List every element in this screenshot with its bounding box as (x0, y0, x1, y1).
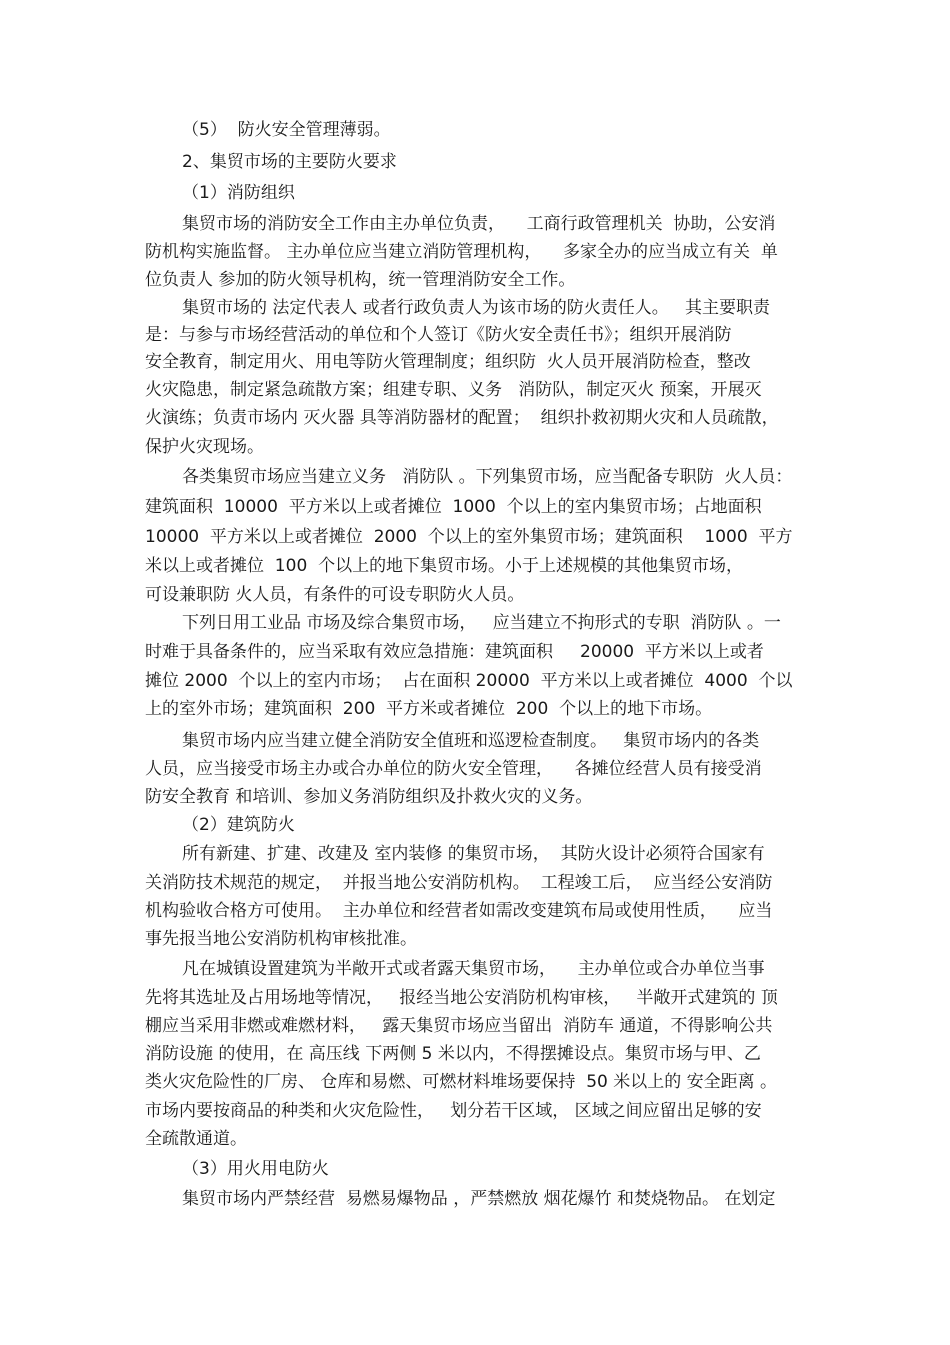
text-line: 10000 平方米以上或者摊位 2000 个以上的室外集贸市场；建筑面积 1000 平方 (145, 527, 793, 547)
text-line: 集贸市场的 法定代表人 或者行政负责人为该市场的防火责任人。 其主要职责 (182, 298, 771, 318)
section-heading: 2、集贸市场的主要防火要求 (182, 152, 397, 172)
text-line: 市场内要按商品的种类和火灾危险性， 划分若干区域， 区域之间应留出足够的安 (145, 1101, 762, 1121)
text-line: 火演练；负责市场内 灭火器 具等消防器材的配置； 组织扑救初期火灾和人员疏散， (145, 408, 779, 428)
text-line: 棚应当采用非燃或难燃材料， 露天集贸市场应当留出 消防车 通道，不得影响公共 (145, 1016, 773, 1036)
text-line: 位负责人 参加的防火领导机构，统一管理消防安全工作。 (145, 270, 576, 290)
text-line: 防安全教育 和培训、参加义务消防组织及扑救火灾的义务。 (145, 787, 593, 807)
text-line: 上的室外市场；建筑面积 200 平方米或者摊位 200 个以上的地下市场。 (145, 699, 713, 719)
text-line: 摊位 2000 个以上的室内市场； 占在面积 20000 平方米以上或者摊位 4000 个以 (145, 671, 793, 691)
text-line: 可设兼职防 火人员，有条件的可设专职防火人员。 (145, 585, 525, 605)
text-line: 消防设施 的使用，在 高压线 下两侧 5 米以内，不得摆摊设点。集贸市场与甲、乙 (145, 1044, 761, 1064)
text-line: （5） 防火安全管理薄弱。 (182, 120, 391, 140)
text-line: 机构验收合格方可使用。 主办单位和经营者如需改变建筑布局或使用性质， 应当 (145, 901, 773, 921)
text-line: 类火灾危险性的厂房、 仓库和易燃、可燃材料堆场要保持 50 米以上的 安全距离 。 (145, 1072, 778, 1092)
text-line: 集贸市场内严禁经营 易燃易爆物品 ，严禁燃放 烟花爆竹 和焚烧物品。 在划定 (182, 1189, 776, 1209)
text-line: 防机构实施监督。 主办单位应当建立消防管理机构， 多家全办的应当成立有关 单 (145, 242, 778, 262)
text-line: 事先报当地公安消防机构审核批准。 (145, 929, 417, 949)
text-line: 时难于具备条件的，应当采取有效应急措施：建筑面积 20000 平方米以上或者 (145, 642, 764, 662)
text-line: 关消防技术规范的规定， 并报当地公安消防机构。 工程竣工后， 应当经公安消防 (145, 873, 773, 893)
text-line: 建筑面积 10000 平方米以上或者摊位 1000 个以上的室内集贸市场；占地面积 (145, 497, 762, 517)
text-line: 人员，应当接受市场主办或合办单位的防火安全管理， 各摊位经营人员有接受消 (145, 759, 762, 779)
text-line: 凡在城镇设置建筑为半敞开式或者露天集贸市场， 主办单位或合办单位当事 (182, 959, 765, 979)
text-line: 全疏散通道。 (145, 1129, 247, 1149)
text-line: 米以上或者摊位 100 个以上的地下集贸市场。小于上述规模的其他集贸市场， (145, 556, 744, 576)
subsection-heading: （1）消防组织 (182, 183, 295, 203)
text-line: 所有新建、扩建、改建及 室内装修 的集贸市场， 其防火设计必须符合国家有 (182, 844, 765, 864)
text-line: 保护火灾现场。 (145, 437, 264, 457)
subsection-heading: （2）建筑防火 (182, 815, 295, 835)
text-line: 下列日用工业品 市场及综合集贸市场， 应当建立不拘形式的专职 消防队 。一 (182, 613, 781, 633)
text-line: 先将其选址及占用场地等情况， 报经当地公安消防机构审核， 半敞开式建筑的 顶 (145, 988, 778, 1008)
text-line: 是：与参与市场经营活动的单位和个人签订《防火安全责任书》；组织开展消防 (145, 325, 732, 345)
text-line: 火灾隐患，制定紧急疏散方案；组建专职、义务 消防队，制定灭火 预案，开展灭 (145, 380, 762, 400)
text-line: 各类集贸市场应当建立义务 消防队 。下列集贸市场，应当配备专职防 火人员： (182, 467, 793, 487)
text-line: 安全教育，制定用火、用电等防火管理制度；组织防 火人员开展消防检查，整改 (145, 352, 751, 372)
text-line: 集贸市场内应当建立健全消防安全值班和巡逻检查制度。 集贸市场内的各类 (182, 731, 760, 751)
subsection-heading: （3）用火用电防火 (182, 1159, 329, 1179)
text-line: 集贸市场的消防安全工作由主办单位负责， 工商行政管理机关 协助，公安消 (182, 214, 776, 234)
